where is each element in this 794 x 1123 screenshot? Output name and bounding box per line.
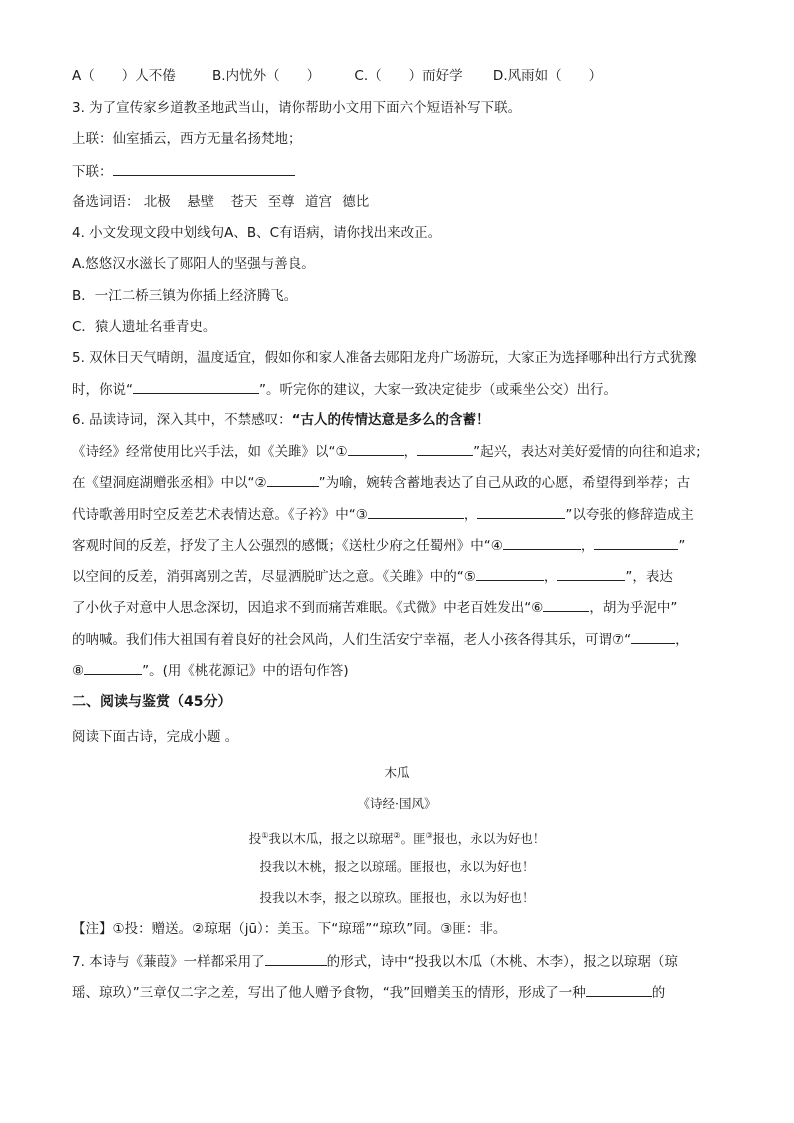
section-intro: 阅读下面古诗，完成小题 。 xyxy=(72,729,239,745)
q7-text: 7. 本诗与《蒹葭》一样都采用了 xyxy=(72,954,265,970)
q3-lower-couplet xyxy=(72,161,295,182)
q3-stem: 3. 为了宣传家乡道教圣地武当山，请你帮助小文用下面六个短语补写下联。 xyxy=(72,100,522,116)
word: 德比 xyxy=(342,194,370,210)
q6-text: 客观时间的反差，抒发了主人公强烈的感慨；《送杜少府之任蜀州》中“④ xyxy=(72,538,503,554)
q4-sentence-b: B．一江二桥三镇为你插上经济腾飞。 xyxy=(72,288,298,304)
q6-text: ， xyxy=(580,538,595,554)
q4-stem: 4. 小文发现文段中划线句A、B、C有语病，请你找出来改正。 xyxy=(72,225,442,241)
poem-text: 。匪 xyxy=(400,831,426,847)
q6-stem xyxy=(72,410,490,430)
q7-text: 瑶、琼玖）”三章仅二字之差，写出了他人赠予食物，“我”回赠美玉的情形，形成了一种 xyxy=(72,985,586,1001)
q6-text: ， xyxy=(463,507,478,523)
option-c: C.（ ）而好学 xyxy=(354,68,463,84)
q7-line1 xyxy=(72,951,678,972)
poem-source: 《诗经·国风》 xyxy=(357,796,437,811)
q3-word-options xyxy=(72,192,369,212)
section-title: 二、阅读与鉴赏（45分） xyxy=(72,694,232,710)
poem-line-1 xyxy=(0,827,794,848)
blank-8[interactable] xyxy=(84,660,142,675)
blank-1b[interactable] xyxy=(417,441,473,456)
word: 苍天 xyxy=(230,194,258,210)
note-marker: ① xyxy=(261,831,269,840)
blank-7[interactable] xyxy=(631,629,675,644)
poem-line-3: 投我以木李，报之以琼玖。匪报也，永以为好也！ xyxy=(259,890,535,905)
blank-6[interactable] xyxy=(543,597,589,612)
q7-text: 的形式，诗中“投我以木瓜（木桃、木李），报之以琼琚（琼 xyxy=(326,954,678,970)
q5-text: ”。听完你的建议，大家一致决定徒步（或乘坐公交）出行。 xyxy=(259,382,617,398)
q6-text: ，胡为乎泥中” xyxy=(589,600,678,616)
option-a: A（ ）人不倦 xyxy=(72,68,176,84)
q6-line3 xyxy=(72,504,694,525)
word: 至尊 xyxy=(267,194,295,210)
q6-text: ”为喻，婉转含蓄地表达了自己从政的心愿，希望得到举荐；古 xyxy=(318,475,691,491)
q6-stem-text: 6. 品读诗词，深入其中，不禁感叹： xyxy=(72,412,292,428)
poem-text: 我以木瓜，报之以琼琚 xyxy=(268,831,394,847)
poem-line-2: 投我以木桃，报之以琼瑶。匪报也，永以为好也！ xyxy=(259,859,535,874)
poem-title: 木瓜 xyxy=(384,765,410,780)
note-marker: ③ xyxy=(425,831,433,840)
q6-text: ” xyxy=(678,538,686,554)
blank-5b[interactable] xyxy=(557,566,625,581)
q6-line7 xyxy=(72,629,689,650)
q7-blank-2[interactable] xyxy=(586,982,652,997)
q6-stem-quote: “古人的传情达意是多么的含蓄！ xyxy=(291,412,490,428)
q6-text: ”。(用《桃花源记》中的语句作答) xyxy=(142,663,349,679)
blank-3a[interactable] xyxy=(368,504,464,519)
word: 北极 xyxy=(143,194,171,210)
q7-blank-1[interactable] xyxy=(265,951,327,966)
q6-text: 《诗经》经常使用比兴手法，如《关雎》以“① xyxy=(72,444,348,460)
q6-text: ， xyxy=(543,569,558,585)
lower-label: 下联： xyxy=(72,164,113,180)
q6-text: 代诗歌善用时空反差艺术表情达意。《子衿》中“③ xyxy=(72,507,368,523)
blank-2[interactable] xyxy=(267,472,319,487)
word: 悬壁 xyxy=(187,194,215,210)
poem-text: 投 xyxy=(248,831,262,847)
q5-text: 时，你说“ xyxy=(72,382,133,398)
blank-1a[interactable] xyxy=(348,441,404,456)
blank-5a[interactable] xyxy=(476,566,544,581)
q6-line4 xyxy=(72,535,685,556)
blank-4a[interactable] xyxy=(503,535,581,550)
q2-options xyxy=(72,66,602,86)
q6-text: 的呐喊。我们伟大祖国有着良好的社会风尚，人们生活安宁幸福，老人小孩各得其乐，可谓⑦“ xyxy=(72,632,632,648)
q3-upper-couplet: 上联：仙室插云，西方无量名扬梵地； xyxy=(72,131,302,147)
blank-3b[interactable] xyxy=(477,504,565,519)
q6-line6 xyxy=(72,597,677,618)
q6-text: ， xyxy=(675,632,689,648)
q6-text: ”，表达 xyxy=(625,569,673,585)
blank-4b[interactable] xyxy=(594,535,678,550)
word: 道宫 xyxy=(304,194,332,210)
q6-line2 xyxy=(72,472,690,493)
q6-text: 在《望洞庭湖赠张丞相》中以“② xyxy=(72,475,267,491)
note-marker: ② xyxy=(393,831,401,840)
options-label: 备选词语： xyxy=(72,194,140,210)
poem-text: 报也，永以为好也！ xyxy=(432,831,546,847)
q5-line1: 5. 双休日天气晴朗，温度适宜，假如你和家人准备去郧阳龙舟广场游玩，大家正为选择哪种出行方式犹豫 xyxy=(72,350,697,366)
poem-note: 【注】①投：赠送。②琼琚（jū）：美玉。下“琼瑶”“琼玖”同。③匪：非。 xyxy=(72,921,507,937)
option-b: B.内忧外（ ） xyxy=(212,68,321,84)
q7-text: 的 xyxy=(651,985,666,1001)
q4-sentence-a: A.悠悠汉水滋长了郧阳人的坚强与善良。 xyxy=(72,256,315,272)
option-d: D.风雨如（ ） xyxy=(492,68,603,84)
q6-line5 xyxy=(72,566,673,587)
q5-blank[interactable] xyxy=(133,379,259,394)
q7-line2 xyxy=(72,982,665,1003)
q6-line1 xyxy=(72,441,701,462)
q4-sentence-c: C．猿人遗址名垂青史。 xyxy=(72,319,217,335)
lower-blank[interactable] xyxy=(113,161,295,176)
q6-text: ”以夸张的修辞造成主 xyxy=(565,507,694,523)
q6-text: 以空间的反差，消弭离别之苦，尽显洒脱旷达之意。《关雎》中的“⑤ xyxy=(72,569,476,585)
q6-line8 xyxy=(72,660,349,681)
q6-text: 了小伙子对意中人思念深切，因追求不到而痛苦难眠。《式微》中老百姓发出“⑥ xyxy=(72,600,544,616)
q5-line2 xyxy=(72,379,617,400)
q6-text: ， xyxy=(403,444,418,460)
q6-text: ”起兴，表达对美好爱情的向往和追求; xyxy=(473,444,701,460)
q6-text: ⑧ xyxy=(72,663,85,679)
